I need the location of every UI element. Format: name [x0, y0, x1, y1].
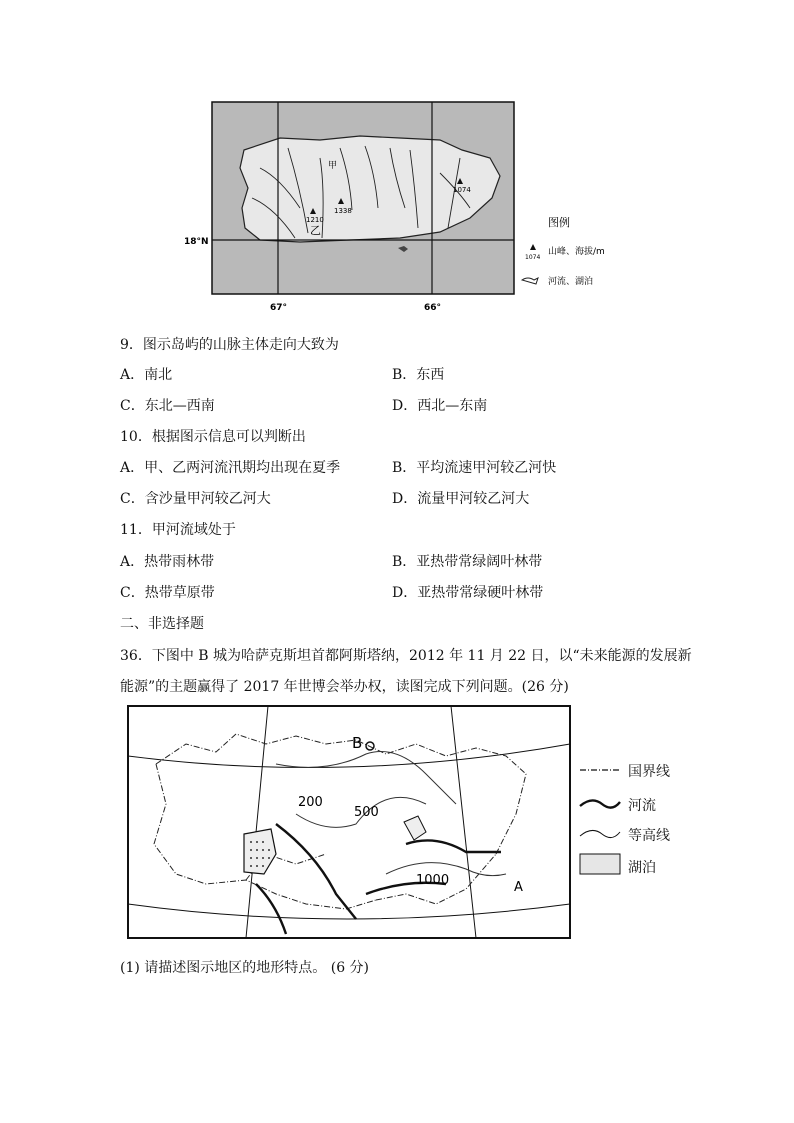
lat-label: 18°N — [184, 237, 209, 247]
q9-option-b: B．东西 — [392, 367, 445, 383]
legend-border-label: 国界线 — [628, 764, 670, 780]
kazakhstan-map — [126, 704, 572, 942]
q9-option-a: A．南北 — [120, 367, 173, 383]
peak-label: 1074 — [453, 186, 471, 194]
q11-option-d: D．亚热带常绿硬叶林带 — [392, 585, 544, 601]
q10-option-c: C．含沙量甲河较乙河大 — [120, 491, 271, 507]
legend-peak-label: 山峰、海拔/m — [548, 247, 605, 257]
legend-river-label: 河流 — [628, 798, 656, 814]
peak-label: 1210 — [306, 216, 324, 224]
q10-option-a: A．甲、乙两河流汛期均出现在夏季 — [120, 460, 341, 476]
q11-stem: 11．甲河流域处于 — [120, 522, 236, 538]
q10-stem: 10．根据图示信息可以判断出 — [120, 429, 306, 445]
peak-label: 1338 — [334, 207, 352, 215]
q9-option-d: D．西北—东南 — [392, 398, 488, 414]
q9-stem: 9．图示岛屿的山脉主体走向大致为 — [120, 337, 339, 353]
contour-label-200: 200 — [298, 795, 323, 810]
kz-legend-icons — [578, 760, 624, 880]
legend-river-label: 河流、湖泊 — [548, 277, 594, 287]
point-a-label: A — [514, 880, 523, 895]
contour-label-500: 500 — [354, 805, 379, 820]
section-heading: 二、非选择题 — [120, 616, 204, 632]
contour-label-1000: 1000 — [416, 873, 450, 888]
q36-stem-line1: 36．下图中 B 城为哈萨克斯坦首都阿斯塔纳，2012 年 11 月 22 日，以“未来能源的发展新 — [120, 648, 692, 664]
q9-option-c: C．东北—西南 — [120, 398, 215, 414]
q11-option-c: C．热带草原带 — [120, 585, 215, 601]
q10-option-b: B．平均流速甲河较乙河快 — [392, 460, 557, 476]
legend-contour-label: 等高线 — [628, 828, 670, 844]
q36-stem-line2: 能源”的主题赢得了 2017 年世博会举办权，读图完成下列问题。(26 分) — [120, 679, 569, 695]
label-jia: 甲 — [328, 161, 338, 171]
label-yi: 乙 — [310, 224, 321, 237]
q11-option-a: A．热带雨林带 — [120, 554, 215, 570]
legend-title: 图例 — [548, 216, 570, 229]
q36-sub1: (1) 请描述图示地区的地形特点。 (6 分) — [120, 960, 370, 976]
legend-river-icon — [522, 278, 538, 284]
lon-label: 67° — [270, 303, 288, 313]
legend-river-icon — [580, 800, 620, 807]
legend-lake-label: 湖泊 — [628, 860, 656, 876]
legend-peak-icon — [530, 244, 536, 250]
legend-peak-value: 1074 — [525, 254, 541, 261]
lon-label: 66° — [424, 303, 442, 313]
legend-lake-icon — [580, 854, 620, 874]
q11-option-b: B．亚热带常绿阔叶林带 — [392, 554, 543, 570]
island-map — [184, 98, 620, 320]
legend-contour-icon — [580, 830, 620, 837]
city-b-label: B — [352, 734, 363, 752]
q10-option-d: D．流量甲河较乙河大 — [392, 491, 530, 507]
